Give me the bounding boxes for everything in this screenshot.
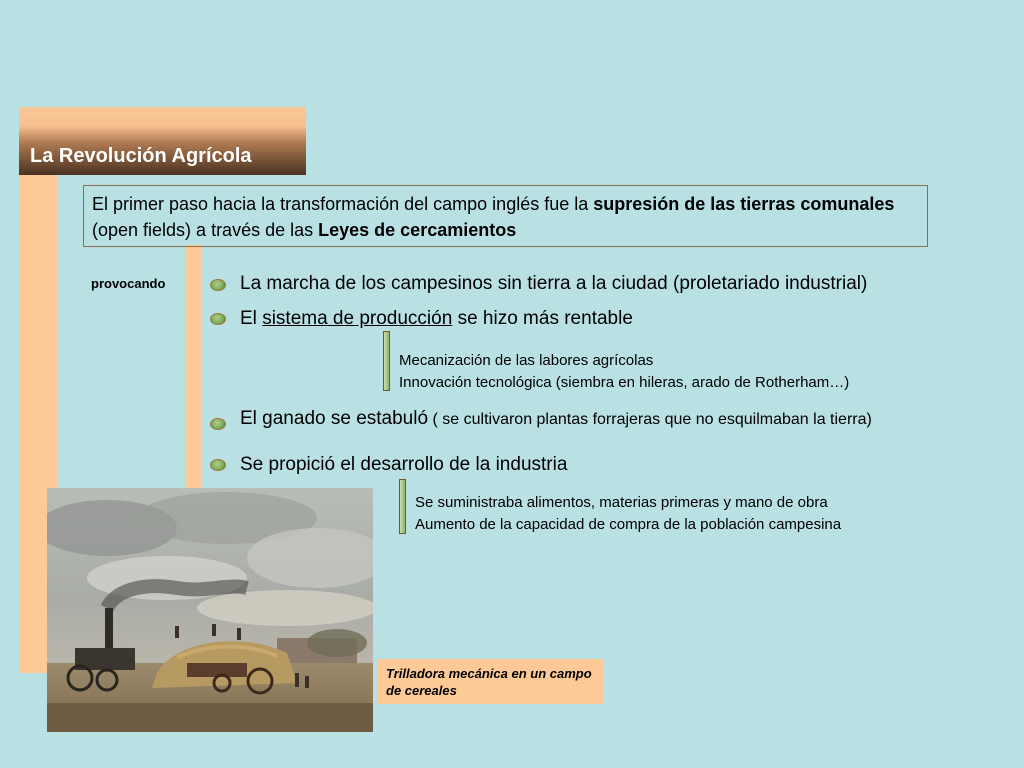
bullet-icon: [210, 418, 226, 430]
point-production-pre: El: [240, 308, 263, 329]
point-livestock: [240, 408, 872, 430]
intro-text-1: El primer paso hacia la transformación del campo inglés fue la: [92, 194, 594, 214]
intro-bold-2: Leyes de cercamientos: [318, 220, 517, 240]
point-livestock-main: El ganado se estabuló: [240, 408, 429, 429]
production-bracket: [383, 331, 390, 391]
bullet-icon: [210, 313, 226, 325]
point-production-underlined: sistema de producción: [262, 308, 453, 329]
intro-box: [83, 185, 928, 247]
point-livestock-detail: ( se cultivaron plantas forrajeras que no esquilmaban la tierra): [428, 411, 872, 428]
point-migration: La marcha de los campesinos sin tierra a la ciudad (proletariado industrial): [240, 273, 868, 294]
industry-detail-2: Aumento de la capacidad de compra de la población campesina: [415, 516, 842, 533]
bullet-icon: [210, 279, 226, 291]
production-detail-2: Innovación tecnológica (siembra en hileras, arado de Rotherham…): [399, 374, 850, 391]
bullet-icon: [210, 459, 226, 471]
point-production: [240, 308, 633, 330]
slide-title: La Revolución Agrícola: [30, 145, 252, 167]
intro-text-2: (open fields) a través de las: [92, 220, 319, 240]
threshing-machine-painting: [47, 488, 373, 732]
production-detail-1: Mecanización de las labores agrícolas: [399, 352, 654, 369]
painting-caption: Trilladora mecánica en un campo de cereales: [377, 659, 603, 704]
point-industry: Se propició el desarrollo de la industria: [240, 454, 568, 475]
industry-bracket: [399, 479, 406, 534]
industry-detail-1: Se suministraba alimentos, materias primeras y mano de obra: [415, 494, 828, 511]
connector-label: provocando: [91, 276, 166, 291]
middle-accent-bar: [185, 245, 202, 490]
point-production-post: se hizo más rentable: [452, 308, 633, 329]
intro-bold-1: supresión de las tierras comunales: [593, 194, 895, 214]
